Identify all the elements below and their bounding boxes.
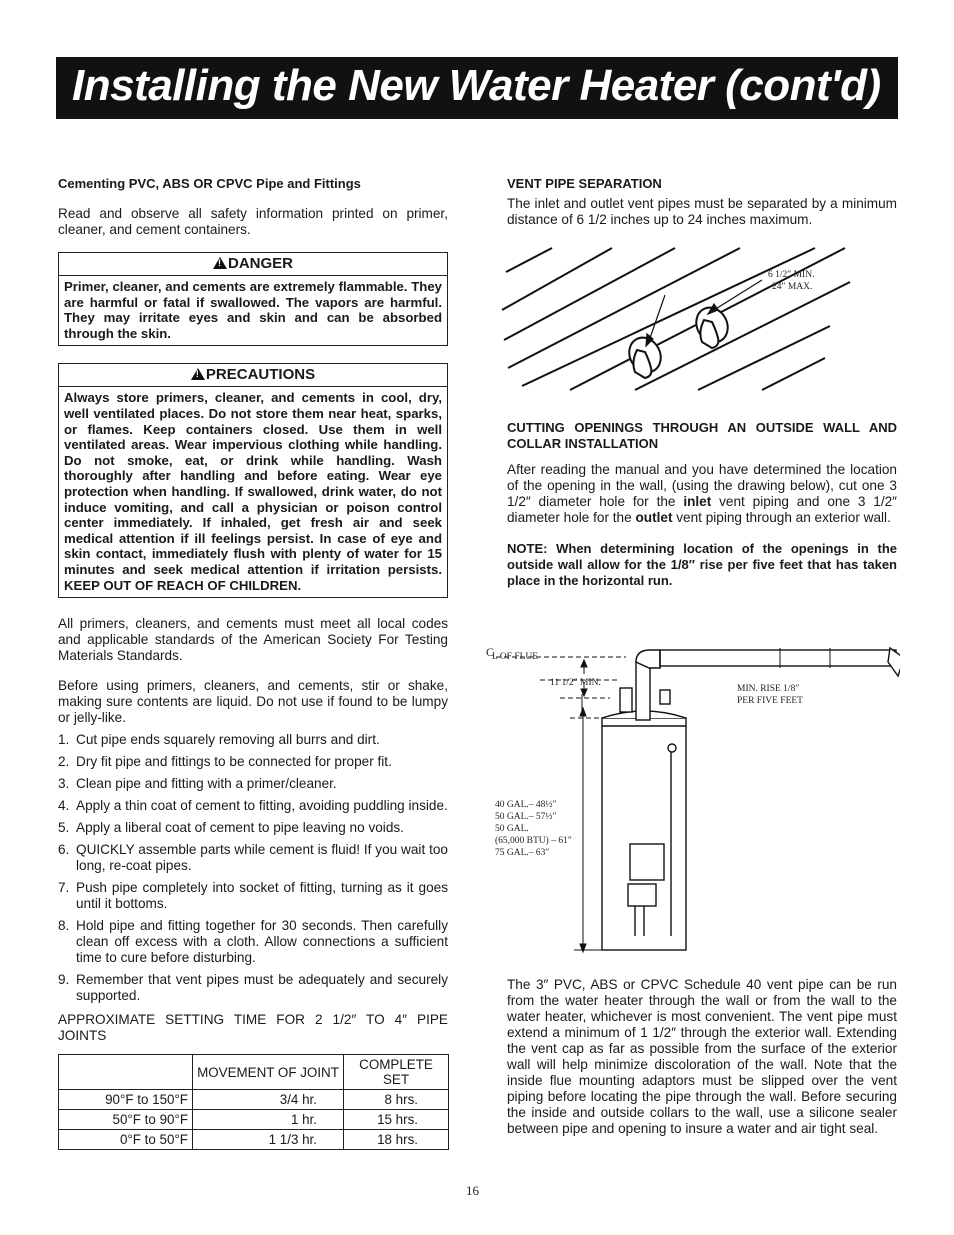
- size-label: (65,000 BTU) – 61″: [495, 836, 572, 846]
- vent-separation-heading: VENT PIPE SEPARATION: [507, 176, 662, 191]
- table-header-row: MOVEMENT OF JOINT COMPLETE SET: [59, 1055, 449, 1090]
- left-column: [58, 176, 448, 1150]
- list-item: 7. Push pipe completely into socket of fitting, turning as it goes until it bottoms.: [58, 880, 448, 912]
- vent-separation-text: The inlet and outlet vent pipes must be separated by a minimum distance of 6 1/2 inches up to 24 inches maximum.: [507, 196, 897, 227]
- flue-label: L OF FLUE: [492, 652, 539, 662]
- size-label: 75 GAL.– 63″: [495, 848, 550, 858]
- danger-header: [59, 253, 447, 276]
- right-column: [507, 176, 897, 228]
- rise-note: NOTE: When determining location of the openings in the outside wall allow for the 1/8″ rise per five feet that has taken place in the horizontal run.: [507, 541, 897, 588]
- table-row: 90°F to 150°F 3/4 hr. 8 hrs.: [59, 1090, 449, 1110]
- cutting-section: [507, 420, 897, 589]
- precautions-box: [58, 363, 448, 598]
- size-label: 50 GAL.: [495, 824, 529, 834]
- closing-section: [507, 977, 897, 1137]
- size-label: 50 GAL.– 57½″: [495, 812, 557, 822]
- cutting-heading: CUTTING OPENINGS THROUGH AN OUTSIDE WALL AND COLLAR INSTALLATION: [507, 420, 897, 451]
- rise-label-1: MIN. RISE 1/8″: [737, 684, 800, 694]
- stir-paragraph: Before using primers, cleaners, and cements, stir or shake, making sure contents are liquid. Do not use if found to be lumpy or jelly-like.: [58, 678, 448, 726]
- separation-min-label: 6 1/2″ MIN.: [768, 270, 815, 280]
- vent-separation-diagram: [500, 240, 900, 400]
- list-item: 4. Apply a thin coat of cement to fitting, avoiding puddling inside.: [58, 798, 448, 814]
- list-item: 5. Apply a liberal coat of cement to pipe leaving no voids.: [58, 820, 404, 836]
- danger-box: [58, 252, 448, 346]
- warning-icon: [213, 257, 227, 269]
- page-title: Installing the New Water Heater (cont'd): [72, 61, 881, 110]
- danger-title: DANGER: [227, 255, 293, 272]
- page-number: 16: [466, 1183, 479, 1198]
- rise-label-2: PER FIVE FEET: [737, 696, 803, 706]
- precautions-body: Always store primers, cleaner, and cements in cool, dry, well ventilated places. Do not store them near heat, sparks, or flames. Keep containers closed. Use them in well ventilated areas. Wear impervious clothing while handling. Do not smoke, eat, or drink while handling. Wash thoroughly after handling and before eating. Wear eye protection when handling. If swallowed, drink water, do not induce vomiting, and call a physician or poison control center immediately. If inhaled, get fresh air and seek medical attention if ill feelings persist. In case of eye and skin contact, immediately flush with plenty of water for 15 minutes and seek medical attention if irritation persists. KEEP OUT OF REACH OF CHILDREN.: [64, 390, 442, 593]
- cementing-heading: Cementing PVC, ABS OR CPVC Pipe and Fittings: [58, 176, 361, 191]
- separation-max-label: 24″ MAX.: [772, 282, 813, 292]
- precautions-title: PRECAUTIONS: [205, 366, 316, 384]
- closing-paragraph: The 3″ PVC, ABS or CPVC Schedule 40 vent pipe can be run from the water heater through the wall or from the wall to the water heater, whichever is most convenient. The vent pipe must extend a minimum of 1 1/2″ through the exterior wall. Extending the vent cap as far as possible from the surface of the exterior wall will help minimize discoloration of the wall. Note that the inside flue mounting adaptors must be slipped over the vent piping before locating the pipe through the wall. Before securing the inside and outside collars to the wall, use a silicone sealer between pipe and opening to insure a water and air tight seal.: [507, 977, 897, 1136]
- size-label: 40 GAL.– 48½″: [495, 800, 557, 810]
- list-item: 1. Cut pipe ends squarely removing all burrs and dirt.: [58, 732, 380, 748]
- list-item: 3. Clean pipe and fitting with a primer/cleaner.: [58, 776, 337, 792]
- centerline-symbol: C: [486, 645, 495, 659]
- table-row: 0°F to 50°F 1 1/3 hr. 18 hrs.: [59, 1130, 449, 1150]
- list-item: 9. Remember that vent pipes must be adequately and securely supported.: [58, 972, 448, 1004]
- intro-text: Read and observe all safety information printed on primer, cleaner, and cement containers.: [58, 206, 448, 237]
- setting-time-heading: APPROXIMATE SETTING TIME FOR 2 1/2″ TO 4″ PIPE JOINTS: [58, 1012, 448, 1044]
- danger-body: Primer, cleaner, and cements are extremely flammable. They are harmful or fatal if swallowed. The vapors are harmful. They may irritate eyes and skin and can be absorbed through the skin.: [64, 279, 442, 341]
- setting-time-table: [58, 1054, 449, 1150]
- title-bar: [56, 57, 898, 119]
- table-row: 50°F to 90°F 1 hr. 15 hrs.: [59, 1110, 449, 1130]
- list-item: 2. Dry fit pipe and fittings to be connected for proper fit.: [58, 754, 392, 770]
- min-height-label: 11 1/2″ MIN.: [550, 678, 601, 688]
- list-item: 6. QUICKLY assemble parts while cement is fluid! If you wait too long, re-coat pipes.: [58, 842, 448, 874]
- astm-paragraph: All primers, cleaners, and cements must meet all local codes and applicable standards of the American Society For Testing Materials Standards.: [58, 616, 448, 664]
- warning-icon: [191, 368, 205, 380]
- list-item: 8. Hold pipe and fitting together for 30 seconds. Then carefully clean off excess with a cloth. Allow connections a sufficient time to cure before disturbing.: [58, 918, 448, 966]
- precautions-header: [59, 364, 447, 387]
- cutting-text: After reading the manual and you have determined the location of the opening in the wall, (using the drawing below), cut one 3 1/2″ diameter hole for the inlet vent piping and one 3 1/2″ diameter hole for the outlet vent piping through an exterior wall.: [507, 462, 897, 525]
- steps-list: [58, 732, 448, 1004]
